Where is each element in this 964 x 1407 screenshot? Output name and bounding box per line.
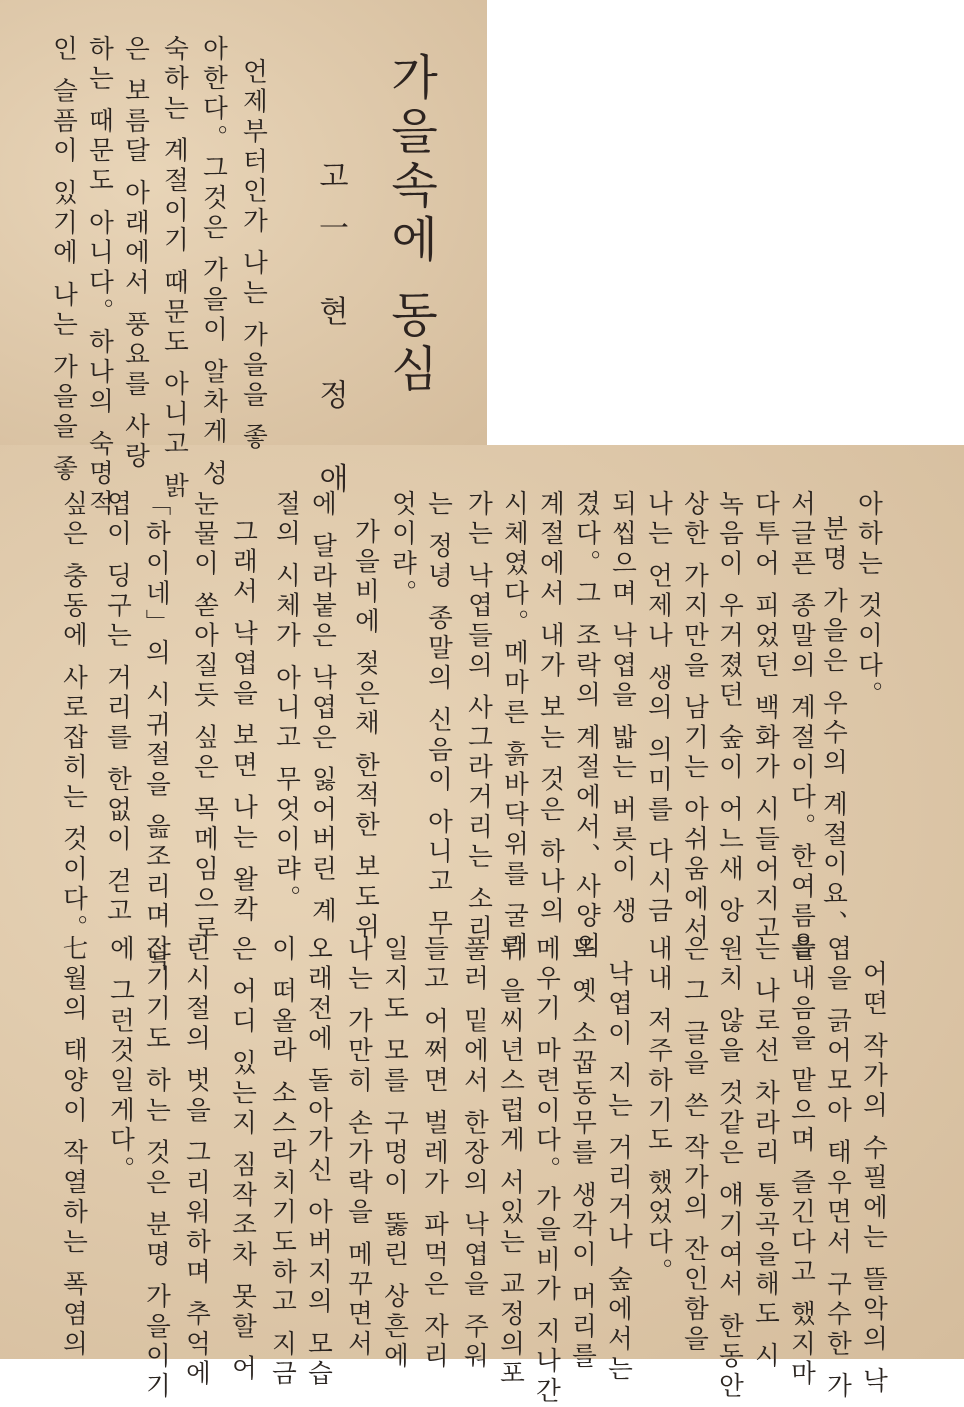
text-column: 분명 가을은 우수의 계절이요、 [818, 515, 849, 940]
text-column: 을내음을 맡으며 즐긴다고 했지마 [786, 935, 817, 1390]
text-column: 이 떠올라 소스라치기도하고 지금 [267, 935, 298, 1390]
text-column: 「하이네」의 시귀절을 읊조리며 낙 [141, 490, 172, 975]
article-title: 가을속에 동심 [382, 52, 438, 398]
text-column: 엽이 딩구는 거리를 한없이 걷고 [102, 490, 133, 928]
text-column: 아하는 것이다。 [853, 490, 884, 712]
text-column: 린시절의 벗을 그리워하며 추억에 [181, 935, 212, 1390]
text-column: 七월의 태양이 작열하는 폭염의 [58, 935, 89, 1360]
text-column: 는 정녕 종말의 신음이 아니고 무 [423, 490, 454, 940]
text-column: 잠기기도 하는 것은 분명 가을이기 [141, 935, 172, 1402]
text-column: 인 슬픔이 있기에 나는 가을을 좋 [48, 35, 79, 485]
text-column: 엽을 긁어모아 태우면서 구수한 가 [822, 935, 853, 1402]
text-column: 그래서 낙엽을 보면 나는 왈칵 [228, 518, 259, 926]
text-column: 다투어 피었던 백화가 시들어지고 [750, 490, 781, 945]
text-column: 싶은 충동에 사로잡히는 것이다。 [58, 490, 89, 945]
text-column: 서글픈 종말의 계절이다。한여름을 [786, 490, 817, 962]
text-column: 또 옛 소꿉동무를 생각이 머리를 [567, 935, 598, 1373]
text-column: 계절에서 내가 보는 것은 하나의 [535, 490, 566, 928]
text-column: 풀러 밑에서 한장의 낙엽을 주워 [459, 935, 490, 1373]
text-column: 언제부터인가 나는 가을을 좋 [238, 58, 269, 453]
text-column: 나는 가만히 손가락을 메꾸면서 [343, 935, 374, 1360]
text-column: 은 보름달 아래에서 풍요를 사랑 [120, 35, 151, 473]
text-column: 엇이랴。 [387, 490, 418, 610]
text-column: 가는 낙엽들의 사그라거리는 소리 [463, 490, 494, 945]
text-column: 녹음이 우거졌던 숲이 어느새 앙 [714, 490, 745, 928]
text-column: 상한 가지만을 남기는 아쉬움에서 [679, 490, 710, 945]
text-column: 절의 시체가 아니고 무엇이랴。 [271, 490, 302, 915]
text-column: 아한다。그것은 가을이 알차게 성 [198, 35, 229, 490]
text-column: 숙하는 계절이기 때문도 아니고 밝 [159, 35, 190, 502]
text-column: 메우기 마련이다。가을비가 지나간 [531, 935, 562, 1407]
text-column: 일지도 모를 구멍이 뚫린 상흔에 [379, 935, 410, 1373]
text-column: 하는 때문도 아니다。하나의 숙명적 [84, 35, 115, 520]
text-column: 은 그 글을 쓴 작가의 잔인함을 [679, 935, 710, 1355]
text-column: 내내 저주하기도 했었다。 [643, 935, 674, 1288]
text-column: 눈물이 쏟아질듯 싶은 목메임으로 [189, 490, 220, 945]
text-column: 에 달라붙은 낙엽은 잃어버린 계 [307, 490, 338, 928]
text-column: 나는 언제나 생의 의미를 다시금 [643, 490, 674, 928]
text-column: 낙엽이 지는 거리거나 숲에서는 [603, 960, 634, 1385]
text-column: 들고 어쩌면 벌레가 파먹은 자리 [419, 935, 450, 1373]
text-column: 원치 않을 것같은 얘기여서 한동안 [714, 935, 745, 1402]
article-author: 고一 현 정 애 [313, 160, 348, 515]
text-column: 뒤 을씨년스럽게 서있는 교정의포 [495, 935, 526, 1390]
text-column: 겼다。그 조락의 계절에서、사양의 [571, 490, 602, 962]
text-column: 은 어디 있는지 짐작조차 못할 어 [227, 935, 258, 1385]
text-column: 오래전에 돌아가신 아버지의 모습 [303, 935, 334, 1390]
text-column: 시체였다。메마른 흙바닥위를 굴러 [499, 490, 530, 962]
text-column: 는 나로선 차라리 통곡을해도 시 [750, 935, 781, 1373]
text-column: 에 그런것일게다。 [105, 935, 136, 1186]
text-column: 되씹으며 낙엽을 밟는 버릇이 생 [607, 490, 638, 928]
text-column: 어떤 작가의 수필에는 뜰악의 낙 [858, 960, 889, 1398]
text-column: 가을비에 젖은채 한적한 보도위 [350, 518, 381, 943]
